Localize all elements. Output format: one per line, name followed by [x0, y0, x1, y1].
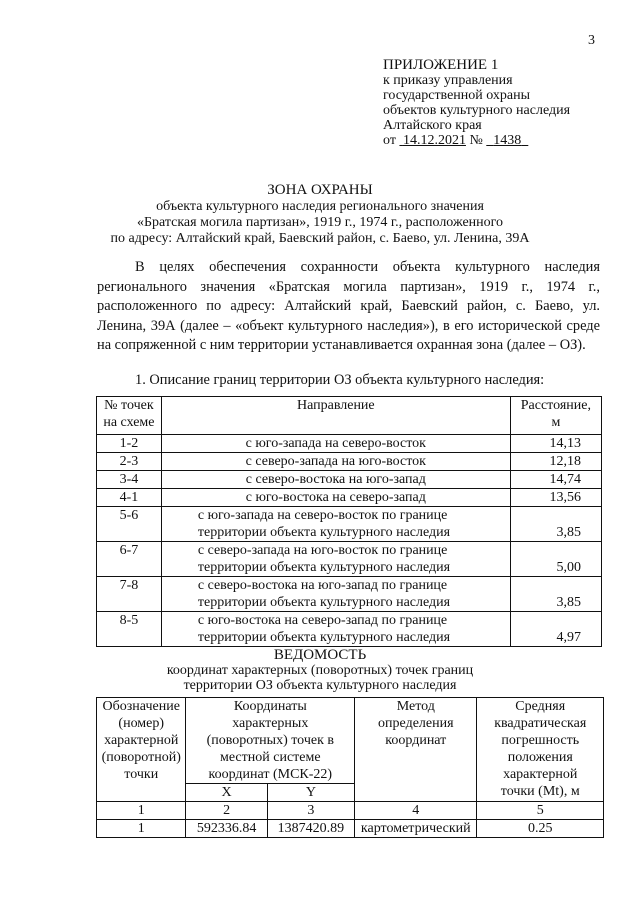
row-direction: с юго-востока на северо-запад — [161, 489, 510, 507]
row-distance: 14,13 — [510, 435, 601, 453]
zone-subtitle-line: «Братская могила партизан», 1919 г., 1974 г., расположенного — [136, 215, 504, 230]
row-points: 4-1 — [97, 489, 162, 507]
row-points: 5-6 — [97, 507, 162, 542]
numbering-cell: 5 — [477, 802, 604, 820]
header-coordinates: Координаты характерных (поворотных) точек в местной системе координат (МСК-22) — [186, 698, 355, 784]
row-points: 7-8 — [97, 577, 162, 612]
row-direction: с северо-запада на юго-восток — [161, 453, 510, 471]
header-method: Метод определения координат — [355, 698, 477, 802]
header-direction: Направление — [161, 397, 510, 435]
appendix-title: ПРИЛОЖЕНИЕ 1 — [383, 57, 499, 73]
header-y: Y — [267, 784, 354, 802]
appendix-line: объектов культурного наследия — [383, 103, 571, 118]
numbering-cell: 4 — [355, 802, 477, 820]
table-row — [97, 820, 604, 838]
header-distance: Расстояние, м — [510, 397, 601, 435]
zone-subtitle-line: объекта культурного наследия регионального значения — [156, 199, 484, 214]
row-points: 8-5 — [97, 612, 162, 647]
appendix-line: Алтайского края — [383, 118, 482, 133]
row-direction: с юго-запада на северо-восток — [161, 435, 510, 453]
intro-paragraph — [97, 258, 600, 356]
table-row — [97, 489, 602, 507]
row-points: 2-3 — [97, 453, 162, 471]
zone-subtitle-line: по адресу: Алтайский край, Баевский район, с. Баево, ул. Ленина, 39А — [110, 231, 530, 246]
row-points: 3-4 — [97, 471, 162, 489]
row-direction: с северо-востока на юго-запад по границе территории объекта культурного наследия — [161, 577, 510, 612]
row-direction: с северо-востока на юго-запад — [161, 471, 510, 489]
vedomost-subtitle — [0, 663, 640, 693]
header-designation: Обозначение (номер) характерной (поворотной) точки — [97, 698, 186, 802]
row-distance: 3,85 — [510, 507, 601, 542]
coord-x: 592336.84 — [186, 820, 267, 838]
numbering-cell: 2 — [186, 802, 267, 820]
zone-title: ЗОНА ОХРАНЫ — [267, 182, 373, 198]
boundary-table — [96, 396, 602, 647]
coord-point: 1 — [97, 820, 186, 838]
vedomost-subtitle-line: территории ОЗ объекта культурного наследия — [183, 678, 457, 693]
zone-subtitle — [0, 199, 640, 247]
date-prefix: от — [383, 133, 396, 148]
row-distance: 5,00 — [510, 542, 601, 577]
vedomost-title: ВЕДОМОСТЬ — [273, 647, 367, 663]
header-points: № точек на схеме — [97, 397, 162, 435]
row-distance: 3,85 — [510, 577, 601, 612]
row-points: 6-7 — [97, 542, 162, 577]
row-direction: с юго-запада на северо-восток по границе территории объекта культурного наследия — [161, 507, 510, 542]
table-row — [97, 507, 602, 542]
boundary-table-header — [97, 397, 602, 435]
page-number: 3 — [588, 33, 595, 48]
row-distance: 12,18 — [510, 453, 601, 471]
row-points: 1-2 — [97, 435, 162, 453]
appendix-line: к приказу управления — [383, 73, 513, 88]
row-direction: с северо-запада на юго-восток по границе территории объекта культурного наследия — [161, 542, 510, 577]
table-row — [97, 577, 602, 612]
table-row — [97, 542, 602, 577]
coord-y: 1387420.89 — [267, 820, 354, 838]
appendix-block — [383, 58, 570, 148]
intro-paragraph-text: В целях обеспечения сохранности объекта культурного наследия регионального значения «Братская могила партизан», 1919 г., 1974 г., расположенного по адресу: Алтайский край, Баевский район, с. Баево, ул. Ленина, 39А (далее – «объект культурного наследия»), в его исторической среде на сопряженной с ним территории устанавливается охранная зона (далее – ОЗ). — [97, 259, 600, 353]
header-x: X — [186, 784, 267, 802]
appendix-date-line — [383, 133, 570, 148]
appendix-line: государственной охраны — [383, 88, 531, 103]
coord-numbering-row — [97, 802, 604, 820]
row-direction: с юго-востока на северо-запад по границе территории объекта культурного наследия — [161, 612, 510, 647]
numbering-cell: 1 — [97, 802, 186, 820]
coordinates-table — [96, 697, 604, 838]
numbering-cell: 3 — [267, 802, 354, 820]
table-row — [97, 453, 602, 471]
coord-error: 0.25 — [477, 820, 604, 838]
header-error: Средняя квадратическая погрешность положения характерной точки (Mt), м — [477, 698, 604, 802]
coord-header-row — [97, 698, 604, 784]
table-row — [97, 471, 602, 489]
number-prefix: № — [469, 133, 483, 148]
order-number: 1438 — [493, 133, 522, 148]
table-row — [97, 435, 602, 453]
row-distance: 4,97 — [510, 612, 601, 647]
vedomost-subtitle-line: координат характерных (поворотных) точек границ — [166, 663, 474, 678]
coord-method: картометрический — [355, 820, 477, 838]
row-distance: 13,56 — [510, 489, 601, 507]
table-row — [97, 612, 602, 647]
order-date: 14.12.2021 — [402, 133, 466, 148]
list-heading: 1. Описание границ территории ОЗ объекта культурного наследия: — [135, 372, 545, 388]
row-distance: 14,74 — [510, 471, 601, 489]
